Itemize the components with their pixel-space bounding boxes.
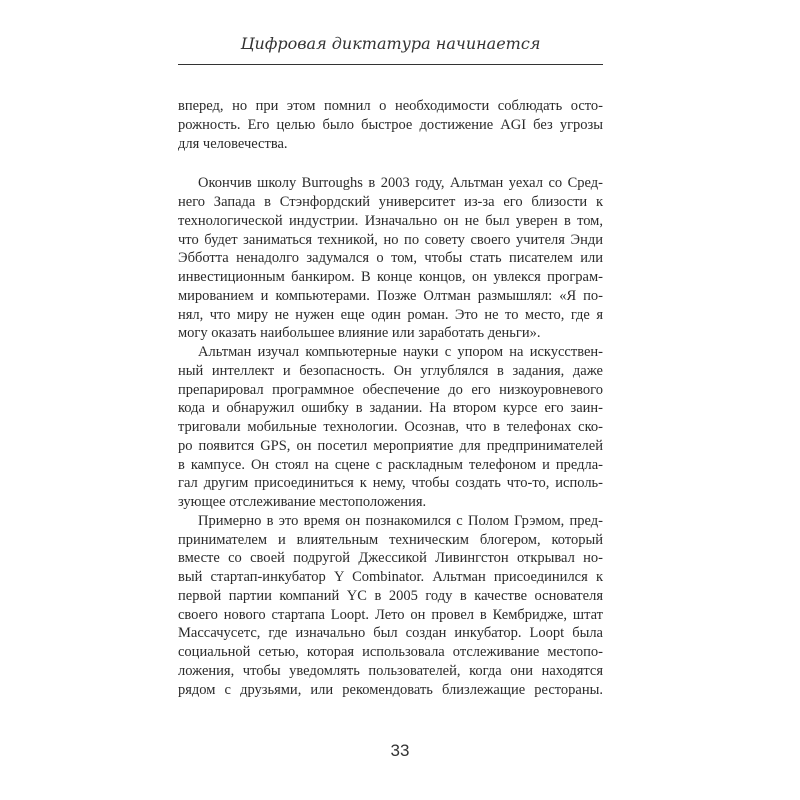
text-line: могу оказать наибольшее влияние или заработать деньги». [178,325,541,342]
text-line: рожность. Его целью было быстрое достижение AGI без угрозы [178,116,603,133]
running-header: Цифровая диктатура начинается [240,34,541,53]
text-line: триговали мобильные технологии. Осознав, что в телефонах ско- [178,419,603,435]
paragraph [178,512,603,700]
page-body [178,97,603,699]
text-line: для человечества. [178,135,288,152]
text-line: вый стартап-инкубатор Y Combinator. Альтман присоединился к [178,569,603,585]
text-line: что будет заниматься техникой, но по совету своего учителя Энди [178,231,603,248]
text-line: инвестиционным банкиром. В конце концов, он увлекся програм- [178,269,603,285]
text-line: вперед, но при этом помнил о необходимости соблюдать осто- [178,98,603,114]
text-line: препарировал программное обеспечение до его низкоуровневого [178,381,603,398]
text-line: Окончив школу Burroughs в 2003 году, Альтман уехал со Сред- [198,175,603,192]
text-line: него Запада в Стэнфордский университет из-за его близости к [178,194,603,210]
text-line: ро появится GPS, он посетил мероприятие для предпринимателей [178,437,603,454]
text-line: технологической индустрии. Изначально он не был уверен в том, [178,212,603,229]
text-line: Эбботта ненадолго задумался о том, чтобы стать писателем или [178,250,603,267]
text-line: вместе со своей подругой Джессикой Ливингстон открывал но- [178,550,603,567]
paragraph [178,174,603,343]
text-line: гал другим присоединиться к нему, чтобы создать что-то, исполь- [178,475,603,492]
text-line: зующее отслеживание местоположения. [178,494,427,510]
text-line: мированием и компьютерами. Позже Олтман размышлял: «Я по- [178,287,603,304]
text-line: ный интеллект и безопасность. Он углублялся в задания, даже [178,362,603,379]
text-line: ложения, чтобы уведомлять пользователей, когда они находятся [178,662,603,679]
page-number: 33 [390,741,410,760]
text-line: Альтман изучал компьютерные науки с упором на искусствен- [198,344,603,360]
text-line: Массачусетс, где изначально был создан инкубатор. Loopt была [178,625,603,642]
text-line: первой партии компаний YC в 2005 году в качестве основателя [178,587,603,604]
text-line: Примерно в это время он познакомился с Полом Грэмом, пред- [198,512,603,529]
text-line: рядом с друзьями, или рекомендовать близлежащие рестораны. [178,681,603,698]
paragraph [178,343,603,512]
header-rule [178,64,603,65]
text-line: социальной сетью, которая использовала отслеживание местопо- [178,644,603,660]
paragraph [178,97,603,153]
text-line: в кампусе. Он стоял на сцене с раскладным телефоном и предла- [178,456,603,473]
text-line: кода и обнаружил ошибку в задании. На втором курсе его заин- [178,400,603,417]
text-line: нял, что миру не нужен еще один роман. Это не то место, где я [178,306,603,323]
text-line: принимателем и влиятельным техническим блогером, который [178,531,603,548]
text-line: своего нового стартапа Loopt. Лето он провел в Кембридже, штат [178,606,603,623]
